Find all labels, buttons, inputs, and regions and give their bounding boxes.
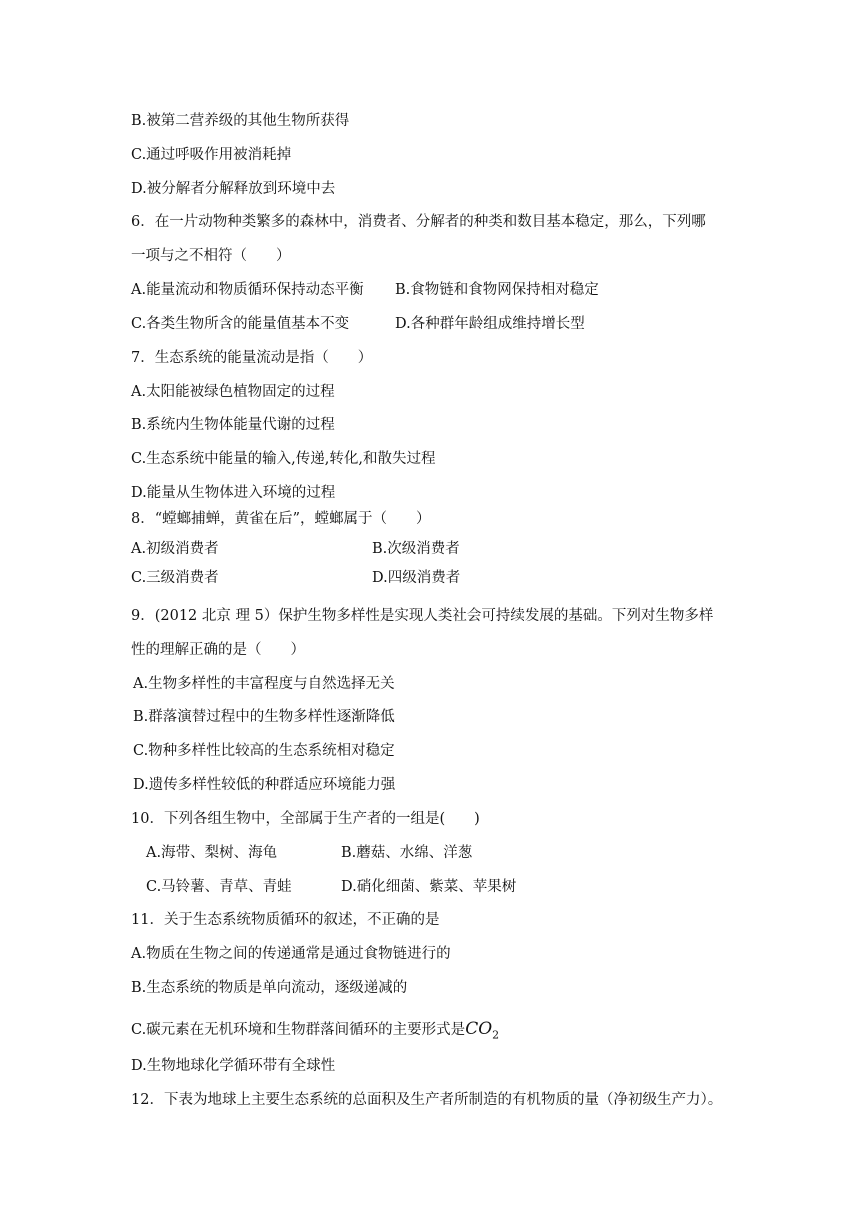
q10-stem: 10．下列各组生物中，全部属于生产者的一组是( ) bbox=[131, 811, 480, 827]
q5-option-c: C.通过呼吸作用被消耗掉 bbox=[131, 147, 292, 163]
q5-option-d: D.被分解者分解释放到环境中去 bbox=[131, 181, 336, 197]
co2-formula-base: CO bbox=[465, 1019, 493, 1039]
q8-option-c: C.三级消费者 bbox=[131, 570, 219, 586]
q11-option-c-text: C.碳元素在无机环境和生物群落间循环的主要形式是 bbox=[131, 1022, 466, 1038]
co2-formula-subscript: 2 bbox=[492, 1028, 500, 1042]
q7-option-d: D.能量从生物体进入环境的过程 bbox=[131, 485, 336, 501]
q10-option-c: C.马铃薯、青草、青蛙 bbox=[146, 879, 292, 895]
q9-option-d: D.遗传多样性较低的种群适应环境能力强 bbox=[133, 777, 396, 793]
q6-option-a: A.能量流动和物质循环保持动态平衡 bbox=[131, 282, 364, 298]
co2-formula bbox=[465, 1019, 500, 1042]
q10-option-b: B.蘑菇、水绵、洋葱 bbox=[341, 845, 473, 861]
q11-option-c bbox=[131, 1019, 499, 1045]
q8-option-d: D.四级消费者 bbox=[372, 570, 461, 586]
q10-option-a: A.海带、梨树、海龟 bbox=[146, 845, 278, 861]
q6-option-c: C.各类生物所含的能量值基本不变 bbox=[131, 316, 350, 332]
q8-stem: 8．“螳螂捕蝉，黄雀在后”，螳螂属于（ ） bbox=[131, 511, 431, 527]
q8-option-b: B.次级消费者 bbox=[372, 541, 460, 557]
q8-option-a: A.初级消费者 bbox=[131, 541, 219, 557]
q11-stem: 11．关于生态系统物质循环的叙述，不正确的是 bbox=[131, 912, 440, 928]
q9-option-a: A.生物多样性的丰富程度与自然选择无关 bbox=[133, 676, 395, 692]
q7-stem: 7．生态系统的能量流动是指（ ） bbox=[131, 350, 373, 366]
q12-stem: 12．下表为地球上主要生态系统的总面积及生产者所制造的有机物质的量（净初级生产力）。 bbox=[131, 1092, 723, 1108]
q7-option-b: B.系统内生物体能量代谢的过程 bbox=[131, 417, 335, 433]
q9-option-b: B.群落演替过程中的生物多样性逐渐降低 bbox=[133, 709, 395, 725]
q11-option-a: A.物质在生物之间的传递通常是通过食物链进行的 bbox=[131, 946, 451, 962]
q9-stem-line2: 性的理解正确的是（ ） bbox=[131, 642, 305, 658]
q11-option-b: B.生态系统的物质是单向流动，逐级递减的 bbox=[131, 980, 408, 996]
q10-option-d: D.硝化细菌、紫菜、苹果树 bbox=[341, 879, 517, 895]
q9-option-c: C.物种多样性比较高的生态系统相对稳定 bbox=[133, 743, 395, 759]
q5-option-b: B.被第二营养级的其他生物所获得 bbox=[131, 113, 350, 129]
q6-option-d: D.各种群年龄组成维持增长型 bbox=[395, 316, 585, 332]
q6-stem-line1: 6．在一片动物种类繁多的森林中，消费者、分解者的种类和数目基本稳定，那么，下列哪 bbox=[131, 214, 706, 230]
q6-stem-line2: 一项与之不相符（ ） bbox=[131, 248, 291, 264]
q11-option-d: D.生物地球化学循环带有全球性 bbox=[131, 1058, 336, 1074]
q7-option-c: C.生态系统中能量的输入,传递,转化,和散失过程 bbox=[131, 451, 436, 467]
q7-option-a: A.太阳能被绿色植物固定的过程 bbox=[131, 384, 335, 400]
q9-stem-line1: 9．(2012 北京 理 5）保护生物多样性是实现人类社会可持续发展的基础。下列对生物多样 bbox=[131, 608, 714, 624]
q6-option-b: B.食物链和食物网保持相对稳定 bbox=[395, 282, 599, 298]
